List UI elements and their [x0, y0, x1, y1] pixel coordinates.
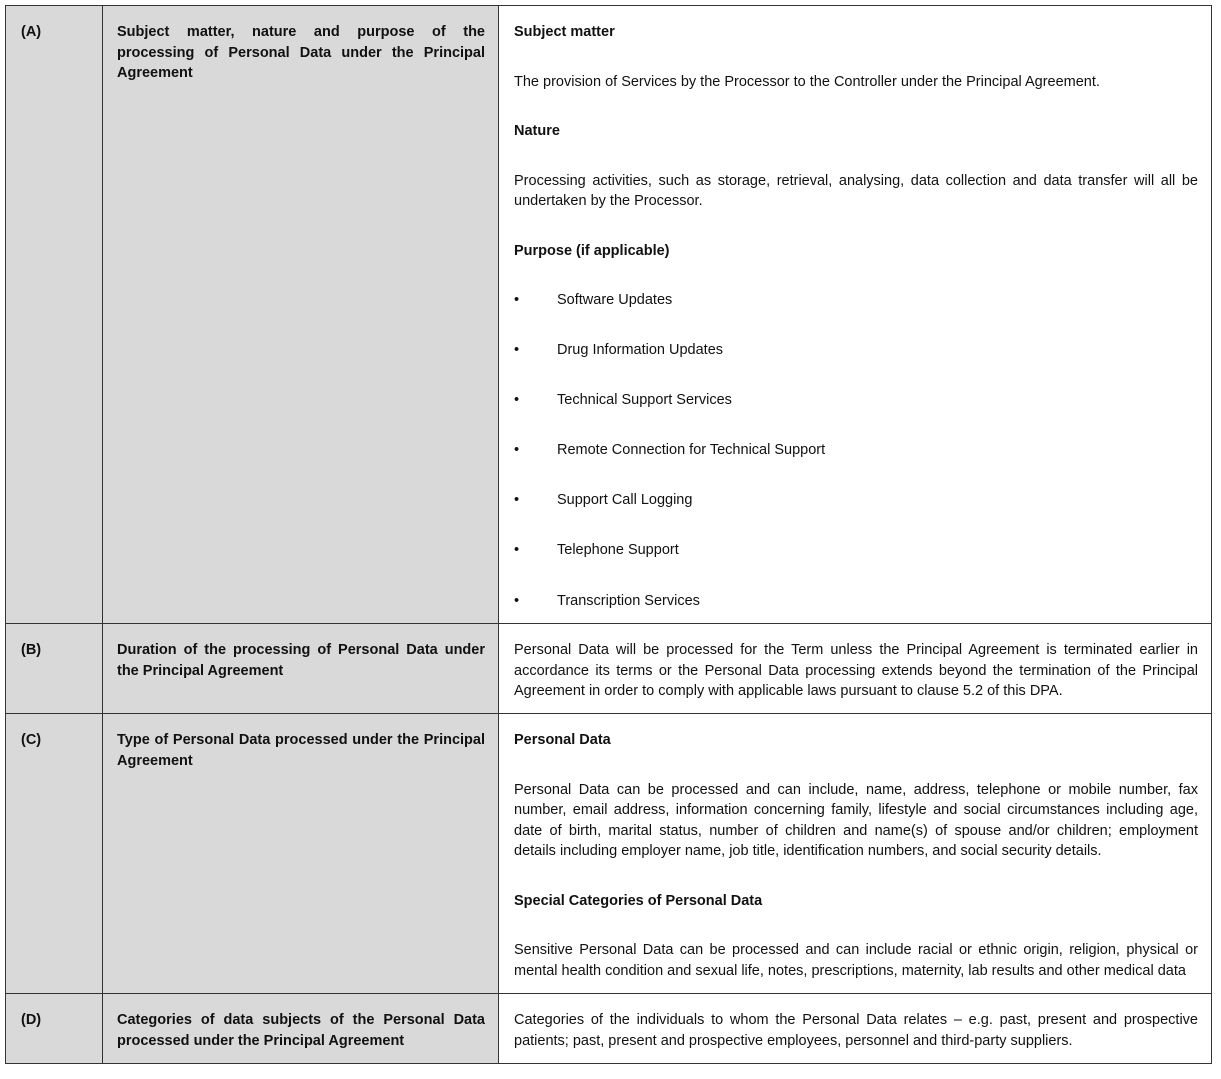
- purpose-list: [514, 290, 1198, 611]
- bullet-icon: •: [514, 542, 520, 559]
- row-description: [499, 994, 1212, 1064]
- special-categories-text: Sensitive Personal Data can be processed and can include racial or ethnic origin, religion, physical or mental health condition and sexual life, notes, prescriptions, maternity, lab results and other medical data: [514, 942, 1198, 979]
- table-row-d: [6, 994, 1212, 1064]
- processing-details-table: [5, 5, 1212, 1064]
- purpose-item-text: Telephone Support: [557, 542, 679, 559]
- list-item: [514, 290, 1198, 311]
- table-row-c: [6, 714, 1212, 994]
- purpose-item-text: Software Updates: [557, 292, 673, 308]
- row-title: Subject matter, nature and purpose of the processing of Personal Data under the Principal Agreement: [103, 6, 499, 624]
- list-item: [514, 440, 1198, 461]
- list-item: [514, 390, 1198, 411]
- bullet-icon: •: [514, 292, 520, 308]
- list-item: [514, 591, 1198, 612]
- list-item: [514, 540, 1198, 561]
- row-title: Categories of data subjects of the Personal Data processed under the Principal Agreement: [103, 994, 499, 1064]
- personal-data-text: Personal Data can be processed and can include, name, address, telephone or mobile number, fax number, email address, information concerning family, lifestyle and social circumstances including age, date of birth, marital status, number of children and name(s) of spouse and/or children; employment details including employer name, job title, identification numbers, and social security details.: [514, 781, 1198, 859]
- purpose-item-text: Technical Support Services: [557, 392, 732, 409]
- nature-heading: Nature: [514, 123, 560, 139]
- bullet-icon: •: [514, 442, 520, 459]
- list-item: [514, 340, 1198, 361]
- purpose-heading: Purpose (if applicable): [514, 242, 670, 259]
- row-label: (C): [6, 714, 103, 994]
- purpose-item-text: Support Call Logging: [557, 492, 693, 509]
- row-description: [499, 6, 1212, 624]
- purpose-item-text: Remote Connection for Technical Support: [557, 442, 826, 459]
- row-description: [499, 624, 1212, 714]
- table-row-b: [6, 624, 1212, 714]
- personal-data-heading: Personal Data: [514, 732, 611, 748]
- bullet-icon: •: [514, 592, 520, 609]
- row-label: (D): [6, 994, 103, 1064]
- row-title: Duration of the processing of Personal Data under the Principal Agreement: [103, 624, 499, 714]
- table-row-a: [6, 6, 1212, 624]
- special-categories-heading: Special Categories of Personal Data: [514, 892, 763, 909]
- row-label: (B): [6, 624, 103, 714]
- row-label: (A): [6, 6, 103, 624]
- list-item: [514, 490, 1198, 511]
- row-description: [499, 714, 1212, 994]
- duration-text: Personal Data will be processed for the Term unless the Principal Agreement is terminated earlier in accordance its terms or the Personal Data processing extends beyond the termination of the Principal Agreement in order to comply with applicable laws pursuant to clause 5.2 of this DPA.: [514, 642, 1198, 699]
- bullet-icon: •: [514, 342, 520, 359]
- subject-matter-heading: Subject matter: [514, 24, 615, 40]
- row-title: Type of Personal Data processed under the Principal Agreement: [103, 714, 499, 994]
- nature-text: Processing activities, such as storage, retrieval, analysing, data collection and data transfer will all be undertaken by the Processor.: [514, 172, 1198, 209]
- purpose-item-text: Drug Information Updates: [557, 342, 724, 359]
- subject-matter-text: The provision of Services by the Processor to the Controller under the Principal Agreement.: [514, 73, 1100, 90]
- bullet-icon: •: [514, 392, 520, 409]
- bullet-icon: •: [514, 492, 520, 509]
- purpose-item-text: Transcription Services: [557, 592, 700, 609]
- data-subjects-text: Categories of the individuals to whom the Personal Data relates – e.g. past, present and prospective patients; past, present and prospective employees, personnel and third-party suppliers.: [514, 1012, 1198, 1049]
